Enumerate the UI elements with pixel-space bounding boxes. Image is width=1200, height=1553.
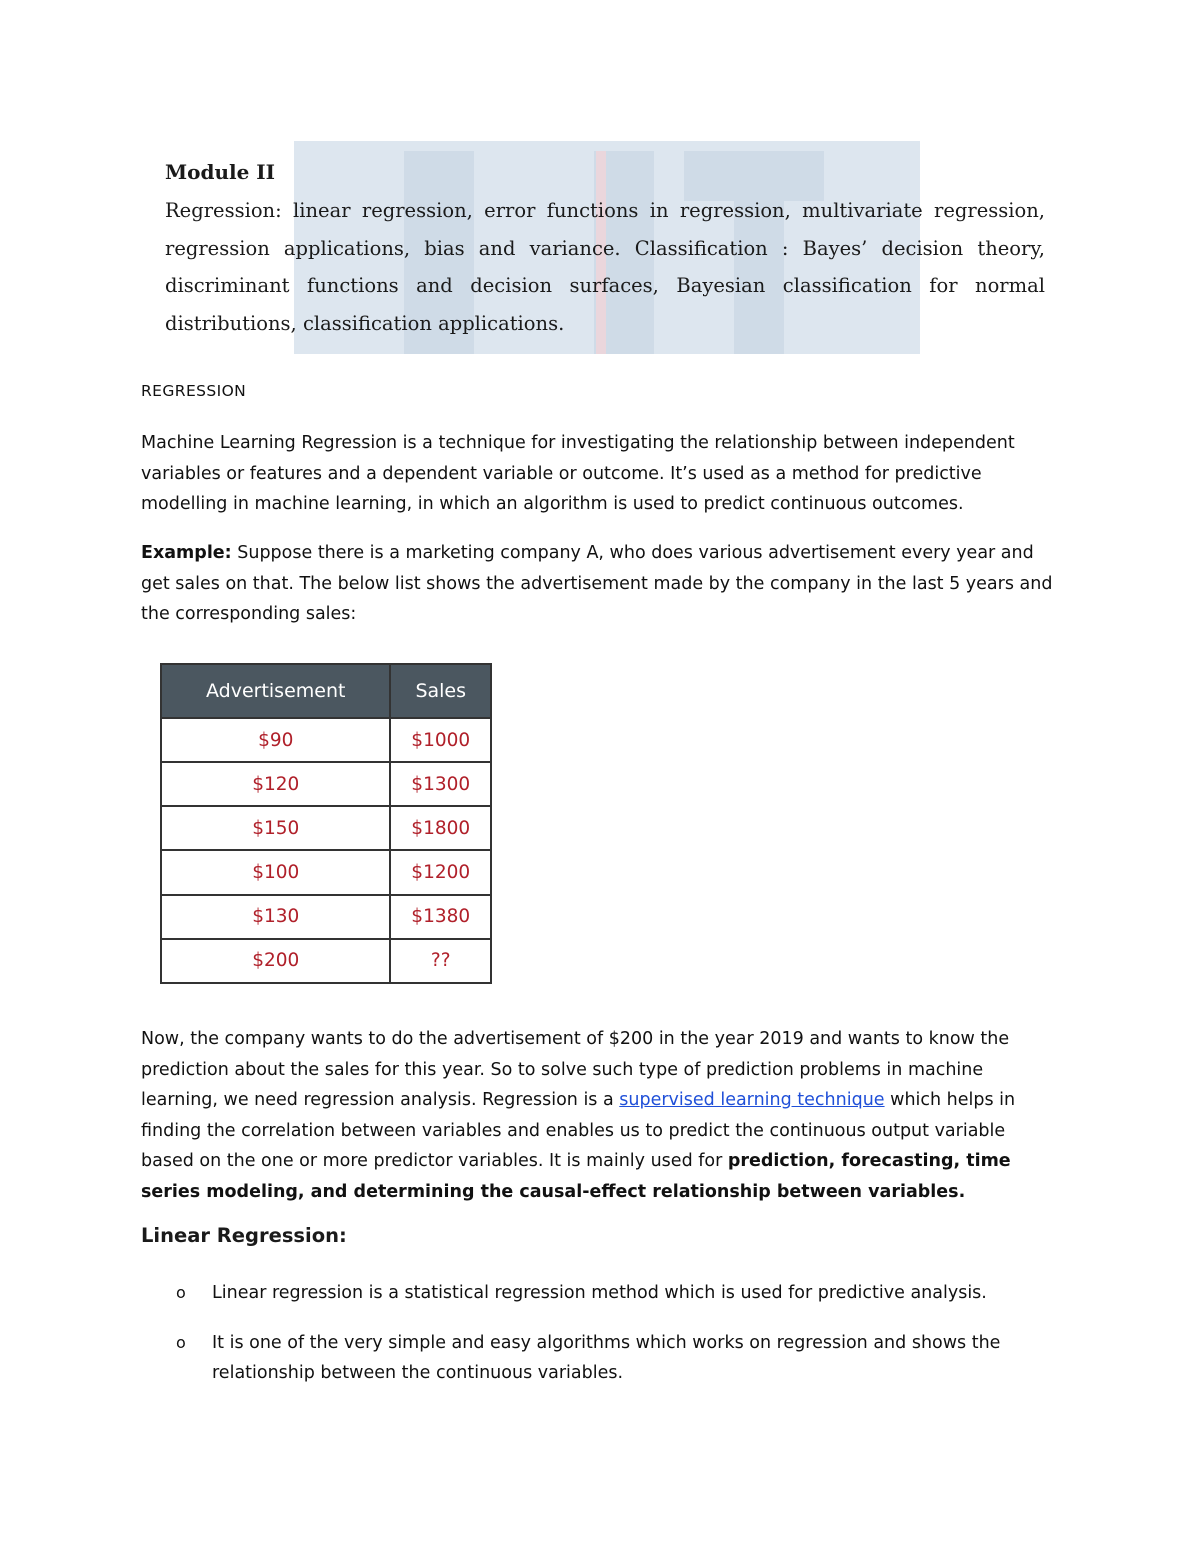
module-syllabus-box <box>165 158 1045 342</box>
analysis-bold-text: prediction, forecasting, time series modeling, and determining the causal-effect relationship between variables. <box>141 1151 1011 1202</box>
advertisement-cell: $100 <box>161 850 390 894</box>
advertisement-cell: $150 <box>161 806 390 850</box>
analysis-paragraph <box>141 1024 1061 1207</box>
table-row <box>161 895 491 939</box>
section-heading: REGRESSION <box>141 382 247 400</box>
table-row <box>161 762 491 806</box>
list-item <box>176 1278 1056 1308</box>
intro-paragraph: Machine Learning Regression is a technique for investigating the relationship between independent variables or features and a dependent variable or outcome. It’s used as a method for predictive modelling in machine learning, in which an algorithm is used to predict continuous outcomes. <box>141 433 1015 514</box>
sales-cell: $1000 <box>390 718 491 762</box>
advertisement-cell: $200 <box>161 939 390 983</box>
bullet-text: It is one of the very simple and easy algorithms which works on regression and shows the relationship between the continuous variables. <box>212 1333 1001 1383</box>
table-row <box>161 806 491 850</box>
bullet-text: Linear regression is a statistical regression method which is used for predictive analysis. <box>212 1283 987 1303</box>
analysis-text-2: which helps in finding the correlation between variables and enables us to predict the continuous output variable based on the one or more predictor variables. It is mainly used for <box>141 1090 1016 1171</box>
module-description: Regression: linear regression, error functions in regression, multivariate regression, regression applications, bias and variance. Classification : Bayes’ decision theory, discriminant functions and decision surfaces, Bayesian classification for normal distributions, classification applications. <box>165 199 1045 335</box>
sales-cell: $1300 <box>390 762 491 806</box>
advertisement-cell: $90 <box>161 718 390 762</box>
module-title: Module II <box>165 160 275 184</box>
bullet-marker: o <box>176 1283 186 1302</box>
advertisement-sales-table <box>160 663 492 984</box>
advertisement-cell: $130 <box>161 895 390 939</box>
bullet-marker: o <box>176 1333 186 1352</box>
analysis-text-1: Now, the company wants to do the advertisement of $200 in the year 2019 and wants to know the prediction about the sales for this year. So to solve such type of prediction problems in machine learning, we need regression analysis. Regression is a <box>141 1029 1010 1110</box>
table-header-row <box>161 664 491 718</box>
sales-cell: $1380 <box>390 895 491 939</box>
example-label: Example: <box>141 543 232 563</box>
example-text: Suppose there is a marketing company A, who does various advertisement every year and get sales on that. The below list shows the advertisement made by the company in the last 5 years and the corresponding sales: <box>141 543 1053 624</box>
linear-regression-heading: Linear Regression: <box>141 1224 347 1247</box>
column-header-sales: Sales <box>390 664 491 718</box>
list-item <box>176 1328 1056 1388</box>
table-row <box>161 718 491 762</box>
table-row <box>161 939 491 983</box>
linear-regression-bullet-list <box>176 1278 1056 1408</box>
supervised-learning-link[interactable]: supervised learning technique <box>619 1090 885 1110</box>
sales-cell: $1200 <box>390 850 491 894</box>
table-row <box>161 850 491 894</box>
advertisement-cell: $120 <box>161 762 390 806</box>
example-paragraph <box>141 538 1061 630</box>
column-header-advertisement: Advertisement <box>161 664 390 718</box>
sales-cell: ?? <box>390 939 491 983</box>
sales-cell: $1800 <box>390 806 491 850</box>
